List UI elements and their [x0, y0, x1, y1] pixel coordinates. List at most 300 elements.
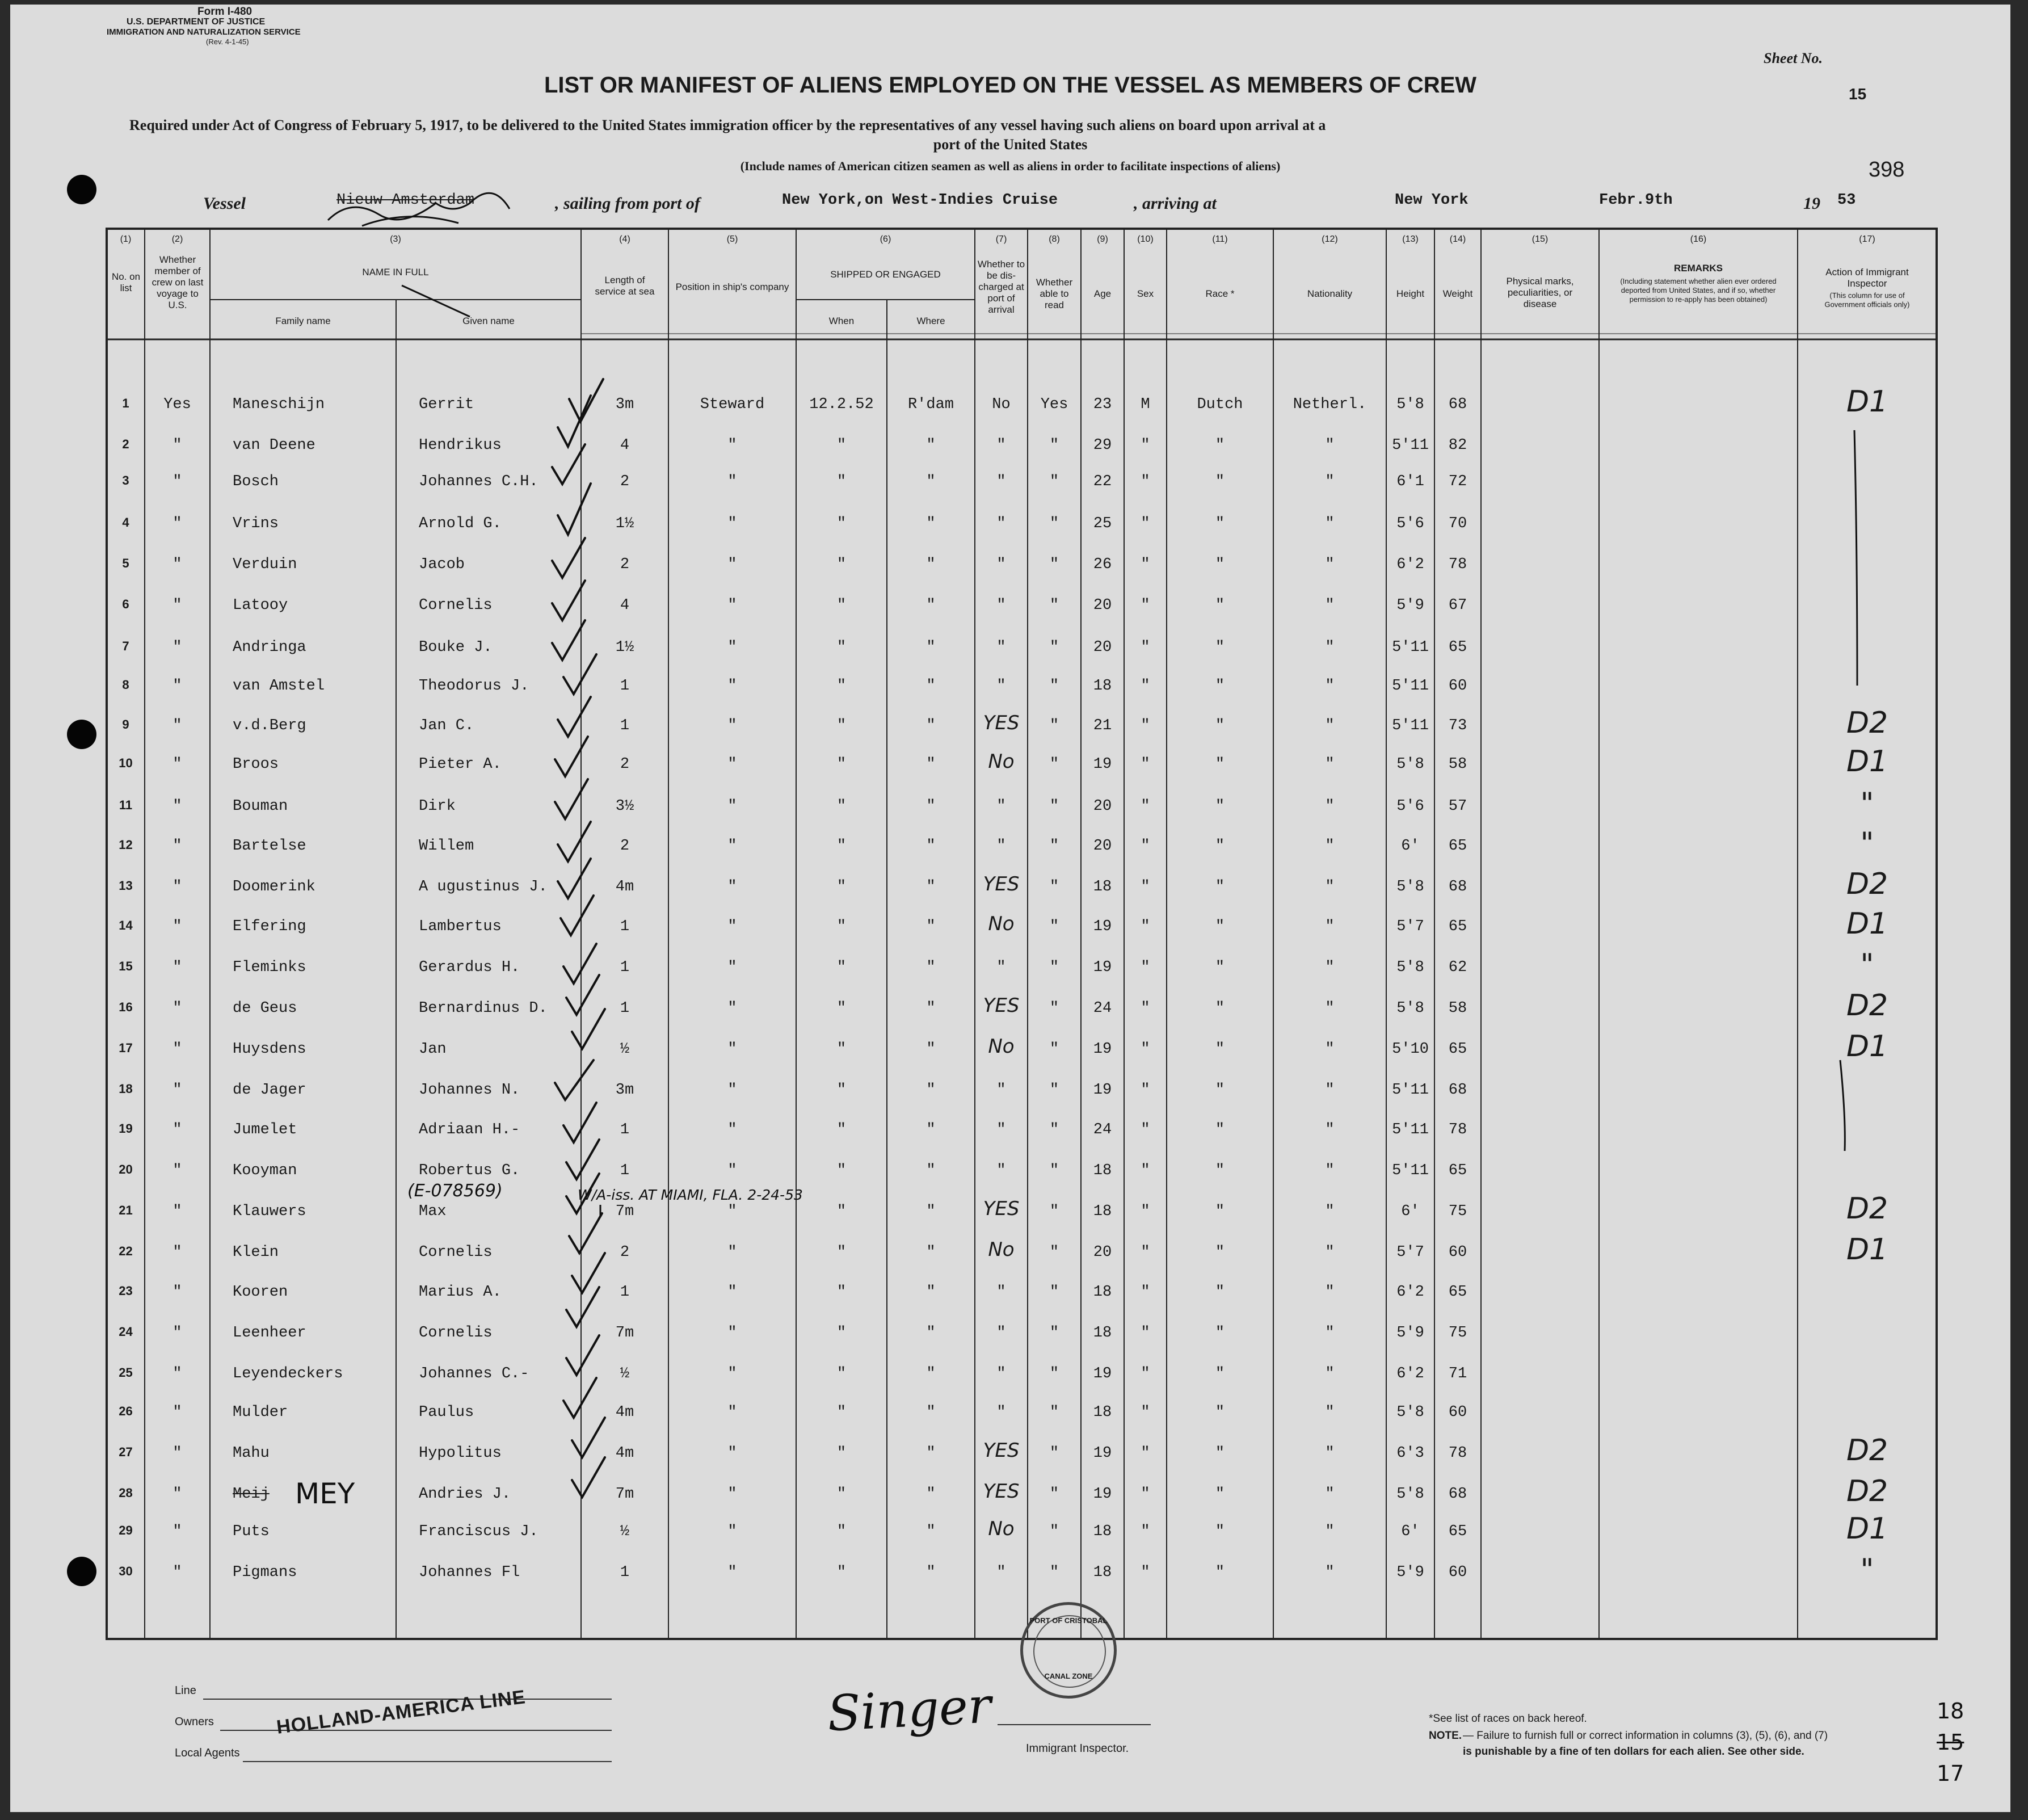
cell-position: "	[727, 959, 737, 976]
cell-race: "	[1215, 1523, 1225, 1540]
form-revision: (Rev. 4-1-45)	[206, 37, 249, 46]
sheet-label: Sheet No.	[1764, 50, 1823, 66]
cell-read: "	[1049, 1564, 1059, 1581]
cell-when: "	[836, 756, 847, 773]
cell-no: 18	[119, 1082, 133, 1096]
cell-when: "	[836, 918, 847, 935]
cell-given: Gerardus H.	[419, 959, 520, 976]
cell-where: "	[926, 437, 936, 454]
col-head-name: NAME IN FULL	[362, 267, 429, 278]
vessel-label: Vessel	[203, 194, 246, 213]
cell-when: "	[836, 717, 847, 734]
cell-service: 2	[620, 756, 630, 773]
handwritten-name-correction: MEY	[295, 1477, 355, 1510]
cell-family: Bartelse	[233, 838, 306, 855]
cell-read: "	[1049, 1244, 1059, 1261]
cell-race: Dutch	[1197, 396, 1243, 413]
cell-age: 29	[1093, 437, 1112, 454]
col-head-age: Age	[1093, 288, 1112, 299]
cell-no: 13	[119, 879, 133, 893]
cell-nationality: "	[1325, 756, 1335, 773]
cell-no: 11	[119, 798, 133, 812]
cell-given: Cornelis	[419, 1325, 493, 1342]
cell-given: Bernardinus D.	[419, 1000, 548, 1017]
cell-position: "	[727, 1203, 737, 1220]
cell-discharged: "	[996, 1404, 1006, 1421]
seal-text-top: PORT OF CRISTOBAL	[1029, 1616, 1108, 1625]
cell-read: "	[1049, 1284, 1059, 1301]
cell-read: "	[1049, 1325, 1059, 1342]
cell-weight: 65	[1448, 1162, 1467, 1179]
cell-given: Cornelis	[419, 597, 493, 614]
cell-service: 1	[620, 1564, 630, 1581]
cell-given: Johannes C.-	[419, 1365, 529, 1382]
cell-age: 20	[1093, 798, 1112, 815]
cell-sex: "	[1141, 1244, 1150, 1261]
cell-discharged: "	[996, 1284, 1006, 1301]
cell-race: "	[1215, 1244, 1225, 1261]
cell-where: "	[926, 473, 936, 490]
cell-where: "	[926, 1082, 936, 1099]
cell-race: "	[1215, 838, 1225, 855]
cell-where: "	[926, 1244, 936, 1261]
cell-where: "	[926, 1121, 936, 1138]
cell-nationality: "	[1325, 437, 1335, 454]
cell-given: Robertus G.	[419, 1162, 520, 1179]
col-num-1: (1)	[120, 234, 132, 244]
cell-position: "	[727, 918, 737, 935]
cell-when: "	[836, 1325, 847, 1342]
margin-fraction-top: 18	[1937, 1699, 1964, 1724]
cell-weight: 68	[1448, 1486, 1467, 1503]
cell-given: Andries J.	[419, 1486, 511, 1503]
cell-family: Huysdens	[233, 1041, 306, 1058]
cell-sex: "	[1141, 1203, 1150, 1220]
cell-family: de Geus	[233, 1000, 297, 1017]
col-num-2: (2)	[171, 234, 183, 244]
cell-age: 19	[1093, 1365, 1112, 1382]
cell-sex: "	[1141, 473, 1150, 490]
cell-family: Fleminks	[233, 959, 306, 976]
form-number: Form I-480	[197, 6, 253, 18]
cell-given: Johannes N.	[419, 1082, 520, 1099]
cell-age: 18	[1093, 879, 1112, 896]
cell-position: "	[727, 597, 737, 614]
cell-sex: "	[1141, 879, 1150, 896]
cell-service: 4m	[615, 1404, 634, 1421]
cell-member: "	[172, 918, 182, 935]
col-head-nationality: Nationality	[1307, 288, 1353, 299]
cell-weight: 65	[1448, 1284, 1467, 1301]
cell-height: 5'8	[1396, 1000, 1424, 1017]
cell-action: D2	[1846, 867, 1888, 901]
cell-age: 26	[1093, 556, 1112, 573]
cell-given: Hypolitus	[419, 1445, 502, 1462]
cell-when: "	[836, 1404, 847, 1421]
col-num-11: (11)	[1212, 234, 1228, 244]
cell-nationality: "	[1325, 959, 1335, 976]
cell-race: "	[1215, 1041, 1225, 1058]
cell-action: D1	[1846, 907, 1888, 941]
cell-read: "	[1049, 1041, 1059, 1058]
cell-read: "	[1049, 1203, 1059, 1220]
cell-when: "	[836, 1365, 847, 1382]
cell-position: "	[727, 1162, 737, 1179]
cell-where: "	[926, 639, 936, 656]
cell-position: "	[727, 1445, 737, 1462]
cell-family: Klein	[233, 1244, 279, 1261]
cell-no: 5	[122, 556, 129, 570]
agents-underline	[243, 1761, 612, 1762]
cell-position: "	[727, 1404, 737, 1421]
cell-family: Doomerink	[233, 879, 315, 896]
cell-where: "	[926, 1000, 936, 1017]
vessel-name: Nieuw Amsterdam	[336, 192, 475, 209]
col-num-14: (14)	[1449, 234, 1466, 244]
cell-given: Theodorus J.	[419, 678, 529, 695]
cell-age: 23	[1093, 396, 1112, 413]
cell-where: "	[926, 1041, 936, 1058]
cell-sex: "	[1141, 1041, 1150, 1058]
cell-sex: "	[1141, 1121, 1150, 1138]
col-head-service: Length of service at sea	[595, 275, 655, 297]
cell-action: D2	[1846, 1192, 1888, 1226]
cell-read: "	[1049, 678, 1059, 695]
cell-where: R'dam	[907, 396, 954, 413]
cell-weight: 71	[1448, 1365, 1467, 1382]
col-head-given: Given name	[462, 316, 515, 326]
cell-height: 5'7	[1396, 1244, 1424, 1261]
note-label: NOTE.	[1429, 1730, 1462, 1742]
cell-no: 29	[119, 1523, 133, 1537]
cell-member: "	[172, 556, 182, 573]
cell-read: "	[1049, 756, 1059, 773]
handwritten-warrant-note: W/A-iss. AT MIAMI, FLA. 2-24-53	[578, 1187, 803, 1203]
cell-sex: "	[1141, 639, 1150, 656]
cell-family: Kooyman	[233, 1162, 297, 1179]
cell-height: 6'	[1401, 1203, 1420, 1220]
cell-read: "	[1049, 437, 1059, 454]
cell-nationality: "	[1325, 1325, 1335, 1342]
cell-age: 18	[1093, 678, 1112, 695]
cell-race: "	[1215, 473, 1225, 490]
arriving-label: , arriving at	[1134, 194, 1217, 213]
cell-weight: 70	[1448, 515, 1467, 532]
col-head-when: When	[828, 316, 855, 326]
cell-discharged: No	[988, 1518, 1015, 1540]
cell-action: D1	[1846, 1233, 1888, 1267]
cell-member: "	[172, 1244, 182, 1261]
cell-race: "	[1215, 959, 1225, 976]
cell-race: "	[1215, 798, 1225, 815]
cell-no: 4	[122, 515, 129, 529]
cell-weight: 65	[1448, 1041, 1467, 1058]
cell-action: D1	[1846, 1029, 1888, 1064]
cell-when: "	[836, 597, 847, 614]
cell-age: 18	[1093, 1404, 1112, 1421]
cell-height: 5'11	[1392, 1082, 1429, 1099]
cell-height: 5'11	[1392, 1162, 1429, 1179]
cell-nationality: "	[1325, 1523, 1335, 1540]
cell-where: "	[926, 918, 936, 935]
cell-read: "	[1049, 1082, 1059, 1099]
cell-family: Mahu	[233, 1445, 270, 1462]
col-num-13: (13)	[1402, 234, 1419, 244]
cell-nationality: "	[1325, 1244, 1335, 1261]
cell-nationality: "	[1325, 1121, 1335, 1138]
cell-read: "	[1049, 1000, 1059, 1017]
cell-when: "	[836, 959, 847, 976]
cell-no: 20	[119, 1162, 133, 1176]
cell-member: "	[172, 639, 182, 656]
cell-member: Yes	[163, 396, 191, 413]
cell-discharged: YES	[983, 994, 1020, 1017]
cell-race: "	[1215, 1486, 1225, 1503]
cell-service: 2	[620, 1244, 630, 1261]
cell-position: "	[727, 756, 737, 773]
cell-given: A ugustinus J.	[419, 879, 548, 896]
sailing-label: , sailing from port of	[555, 194, 700, 213]
cell-weight: 58	[1448, 756, 1467, 773]
cell-when: "	[836, 798, 847, 815]
cell-discharged: YES	[983, 1480, 1020, 1503]
cell-sex: "	[1141, 1445, 1150, 1462]
cell-given: Lambertus	[419, 918, 502, 935]
cell-discharged: "	[996, 639, 1006, 656]
cell-age: 19	[1093, 1486, 1112, 1503]
cell-member: "	[172, 1404, 182, 1421]
inspector-underline	[998, 1724, 1151, 1725]
cell-discharged: "	[996, 1082, 1006, 1099]
cell-no: 28	[119, 1486, 133, 1500]
cell-position: "	[727, 879, 737, 896]
cell-action: "	[1860, 826, 1874, 860]
cell-height: 6'	[1401, 1523, 1420, 1540]
cell-race: "	[1215, 556, 1225, 573]
col-num-9: (9)	[1097, 234, 1108, 244]
cell-when: "	[836, 1000, 847, 1017]
cell-member: "	[172, 1000, 182, 1017]
margin-fraction-bot: 17	[1937, 1761, 1964, 1786]
cell-position: "	[727, 1244, 737, 1261]
col-head-weight: Weight	[1442, 288, 1473, 299]
cell-family: Kooren	[233, 1284, 288, 1301]
cell-weight: 78	[1448, 556, 1467, 573]
cell-age: 18	[1093, 1203, 1112, 1220]
cell-member: "	[172, 959, 182, 976]
cell-age: 19	[1093, 1445, 1112, 1462]
cell-discharged: No	[992, 396, 1011, 413]
cell-weight: 78	[1448, 1445, 1467, 1462]
cell-given: Jan	[419, 1041, 447, 1058]
cell-given: Pieter A.	[419, 756, 502, 773]
cell-weight: 60	[1448, 1404, 1467, 1421]
cell-read: "	[1049, 717, 1059, 734]
cell-family: Klauwers	[233, 1203, 306, 1220]
cell-service: 4m	[615, 1445, 634, 1462]
cell-member: "	[172, 1121, 182, 1138]
cell-race: "	[1215, 1082, 1225, 1099]
col-num-5: (5)	[726, 234, 738, 244]
cell-member: "	[172, 1203, 182, 1220]
cell-age: 18	[1093, 1162, 1112, 1179]
cell-sex: "	[1141, 838, 1150, 855]
cell-discharged: "	[996, 1121, 1006, 1138]
cell-when: "	[836, 556, 847, 573]
cell-nationality: "	[1325, 1365, 1335, 1382]
cell-given: Jacob	[419, 556, 465, 573]
cell-height: 5'11	[1392, 717, 1429, 734]
manifest-sheet	[10, 5, 2010, 1812]
cell-service: 1	[620, 959, 630, 976]
cell-no: 3	[122, 473, 129, 487]
year-prefix: 19	[1803, 194, 1820, 213]
cell-given: Adriaan H.-	[419, 1121, 520, 1138]
cell-family: Mulder	[233, 1404, 288, 1421]
cell-position: "	[727, 1041, 737, 1058]
cell-race: "	[1215, 1325, 1225, 1342]
cell-when: "	[836, 437, 847, 454]
cell-no: 23	[119, 1284, 133, 1298]
cell-member: "	[172, 1365, 182, 1382]
cell-member: "	[172, 1523, 182, 1540]
cell-read: "	[1049, 473, 1059, 490]
cell-age: 18	[1093, 1564, 1112, 1581]
cell-where: "	[926, 756, 936, 773]
cell-where: "	[926, 515, 936, 532]
cell-height: 5'6	[1396, 515, 1424, 532]
cell-given: Arnold G.	[419, 515, 502, 532]
cell-sex: "	[1141, 1082, 1150, 1099]
cell-read: "	[1049, 1162, 1059, 1179]
cell-height: 6'2	[1396, 1365, 1424, 1382]
cell-height: 5'8	[1396, 1486, 1424, 1503]
cell-sex: "	[1141, 437, 1150, 454]
sheet-number: 15	[1849, 85, 1867, 103]
cell-action: D1	[1846, 385, 1888, 419]
cell-read: "	[1049, 1404, 1059, 1421]
cell-no: 7	[122, 639, 129, 653]
cell-height: 5'8	[1396, 959, 1424, 976]
cell-where: "	[926, 717, 936, 734]
cell-position: "	[727, 717, 737, 734]
cell-service: 1½	[615, 639, 634, 656]
races-note: *See list of races on back hereof.	[1429, 1713, 1587, 1725]
cell-no: 30	[119, 1564, 133, 1578]
cell-read: "	[1049, 879, 1059, 896]
cell-when: "	[836, 1162, 847, 1179]
cell-weight: 60	[1448, 678, 1467, 695]
cell-when: "	[836, 1284, 847, 1301]
cell-no: 6	[122, 597, 129, 611]
cell-given: Bouke J.	[419, 639, 493, 656]
cell-member: "	[172, 437, 182, 454]
cell-age: 24	[1093, 1121, 1112, 1138]
cell-position: "	[727, 838, 737, 855]
col-head-discharged: Whether to be dis-charged at port of arrival	[977, 259, 1025, 315]
cell-where: "	[926, 556, 936, 573]
cell-height: 5'9	[1396, 1564, 1424, 1581]
cell-race: "	[1215, 1284, 1225, 1301]
cell-no: 12	[119, 838, 133, 852]
subtitle-line-1: Required under Act of Congress of February 5, 1917, to be delivered to the United States immigration officer by the representatives of any vessel having such aliens on board upon arrival at a	[129, 117, 1326, 133]
line-label: Line	[175, 1684, 196, 1697]
cell-where: "	[926, 1325, 936, 1342]
cell-read: "	[1049, 597, 1059, 614]
form-service: IMMIGRATION AND NATURALIZATION SERVICE	[107, 27, 301, 37]
cell-family: Meij	[233, 1486, 270, 1503]
cell-member: "	[172, 1486, 182, 1503]
cell-read: "	[1049, 1445, 1059, 1462]
cell-height: 5'8	[1396, 396, 1424, 413]
handwritten-alien-number: (E-078569)	[407, 1181, 503, 1201]
cell-where: "	[926, 1404, 936, 1421]
cell-action: D2	[1846, 1474, 1888, 1508]
cell-no: 22	[119, 1244, 133, 1258]
col-head-where: Where	[916, 316, 945, 326]
cell-action: D1	[1846, 1512, 1888, 1546]
cell-sex: "	[1141, 1404, 1150, 1421]
cell-nationality: "	[1325, 1000, 1335, 1017]
cell-when: "	[836, 1564, 847, 1581]
cell-race: "	[1215, 1445, 1225, 1462]
cell-position: "	[727, 1000, 737, 1017]
subtitle-line-3: (Include names of American citizen seamen as well as aliens in order to facilitate inspections of aliens)	[740, 159, 1281, 173]
cell-service: ½	[620, 1365, 630, 1382]
cell-age: 19	[1093, 1082, 1112, 1099]
cell-position: Steward	[700, 396, 765, 413]
cell-age: 19	[1093, 918, 1112, 935]
cell-member: "	[172, 473, 182, 490]
cell-weight: 82	[1448, 437, 1467, 454]
cell-member: "	[172, 1082, 182, 1099]
cell-member: "	[172, 678, 182, 695]
cell-position: "	[727, 639, 737, 656]
cell-when: "	[836, 1445, 847, 1462]
page-title: LIST OR MANIFEST OF ALIENS EMPLOYED ON THE VESSEL AS MEMBERS OF CREW	[544, 73, 1477, 98]
cell-race: "	[1215, 1365, 1225, 1382]
cell-weight: 73	[1448, 717, 1467, 734]
port-from: New York,on West-Indies Cruise	[782, 192, 1058, 209]
cell-height: 6'3	[1396, 1445, 1424, 1462]
cell-member: "	[172, 515, 182, 532]
cell-position: "	[727, 1523, 737, 1540]
cell-given: Jan C.	[419, 717, 474, 734]
cell-discharged: YES	[983, 873, 1020, 896]
cell-member: "	[172, 1564, 182, 1581]
cell-sex: "	[1141, 959, 1150, 976]
col-num-6: (6)	[880, 234, 891, 244]
cell-member: "	[172, 1284, 182, 1301]
col-head-no: No. on list	[111, 271, 141, 293]
cell-nationality: "	[1325, 1082, 1335, 1099]
cell-sex: "	[1141, 1000, 1150, 1017]
cell-read: "	[1049, 1121, 1059, 1138]
cell-read: "	[1049, 1523, 1059, 1540]
col-num-4: (4)	[619, 234, 630, 244]
col-head-family: Family name	[275, 316, 331, 326]
cell-discharged: No	[988, 750, 1015, 773]
cell-sex: "	[1141, 756, 1150, 773]
cell-family: Broos	[233, 756, 279, 773]
cell-height: 6'2	[1396, 1284, 1424, 1301]
col-head-sex: Sex	[1137, 288, 1154, 299]
cell-where: "	[926, 1203, 936, 1220]
cell-weight: 65	[1448, 639, 1467, 656]
cell-nationality: "	[1325, 1162, 1335, 1179]
port-seal-stamp	[1020, 1602, 1117, 1699]
cell-given: Marius A.	[419, 1284, 502, 1301]
